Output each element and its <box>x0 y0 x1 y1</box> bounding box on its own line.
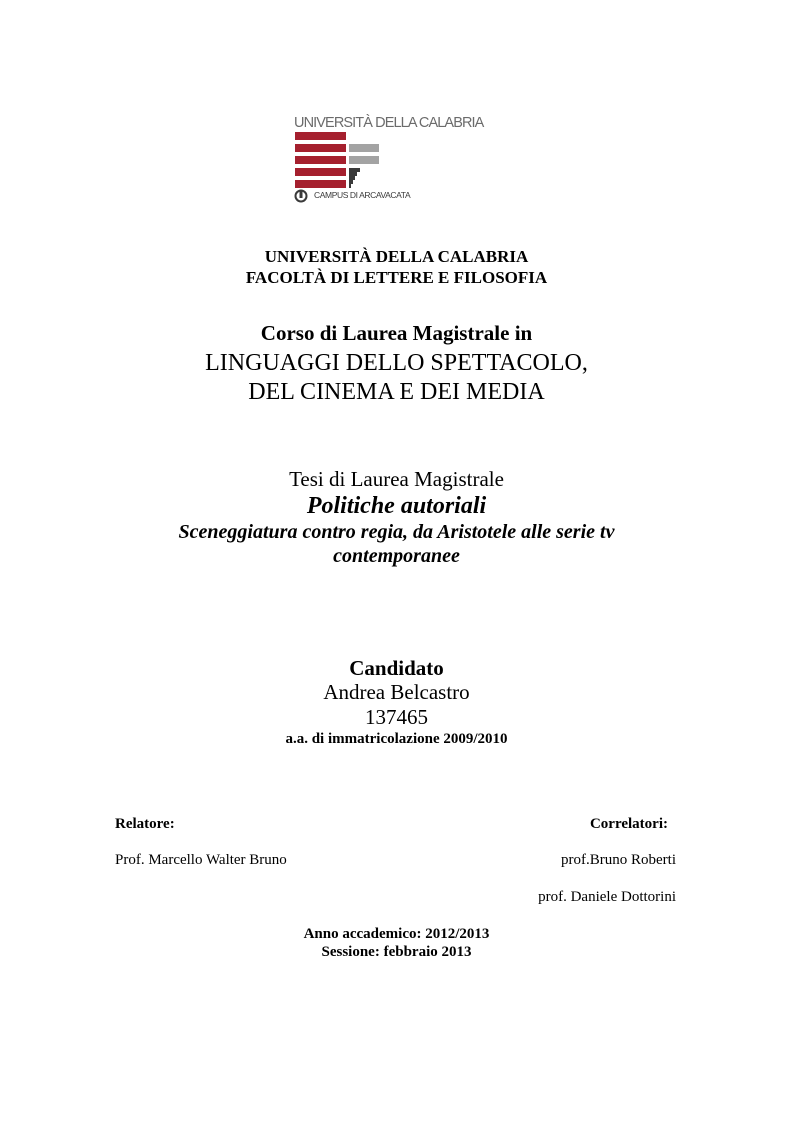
course-intro: Corso di Laurea Magistrale in <box>260 321 533 345</box>
faculty-name: FACOLTÀ DI LETTERE E FILOSOFIA <box>245 268 548 287</box>
logo-campus-text: CAMPUS DI ARCAVACATA <box>314 190 411 200</box>
logo-red-bar <box>295 144 346 152</box>
logo-red-bar <box>295 132 346 140</box>
logo-gray-bar <box>349 156 379 164</box>
logo-red-bar <box>295 156 346 164</box>
logo-red-bar <box>295 180 346 188</box>
logo-step <box>349 176 355 180</box>
thesis-subtitle-line-1: Sceneggiatura contro regia, da Aristotele alle serie tv <box>178 521 615 543</box>
campus-circle-mark <box>300 191 303 198</box>
relatore-label: Relatore: <box>115 816 175 832</box>
logo-step <box>349 172 357 176</box>
correlatore-name-2: prof. Daniele Dottorini <box>538 889 676 905</box>
university-name: UNIVERSITÀ DELLA CALABRIA <box>264 247 529 266</box>
thesis-type: Tesi di Laurea Magistrale <box>289 467 504 491</box>
candidate-id: 137465 <box>365 705 428 729</box>
logo-step <box>349 180 353 184</box>
correlatore-name-1: prof.Bruno Roberti <box>561 852 676 868</box>
relatore-name: Prof. Marcello Walter Bruno <box>115 852 287 868</box>
logo-step <box>349 184 351 188</box>
candidate-enrollment: a.a. di immatricolazione 2009/2010 <box>285 731 508 747</box>
logo-step <box>349 168 360 172</box>
academic-year: Anno accademico: 2012/2013 <box>303 926 490 942</box>
course-name-line-1: LINGUAGGI DELLO SPETTACOLO, <box>205 350 588 376</box>
candidate-label: Candidato <box>349 656 444 680</box>
logo-wordmark: UNIVERSITÀ DELLA CALABRIA <box>294 115 484 131</box>
thesis-title: Politiche autoriali <box>306 493 487 519</box>
logo-gray-bar <box>349 144 379 152</box>
university-logo <box>294 116 504 206</box>
logo-red-bar <box>295 168 346 176</box>
candidate-name: Andrea Belcastro <box>323 680 470 704</box>
correlatori-label: Correlatori: <box>589 816 668 832</box>
session: Sessione: febbraio 2013 <box>321 944 472 960</box>
thesis-subtitle-line-2: contemporanee <box>333 545 460 567</box>
course-name-line-2: DEL CINEMA E DEI MEDIA <box>248 379 545 405</box>
